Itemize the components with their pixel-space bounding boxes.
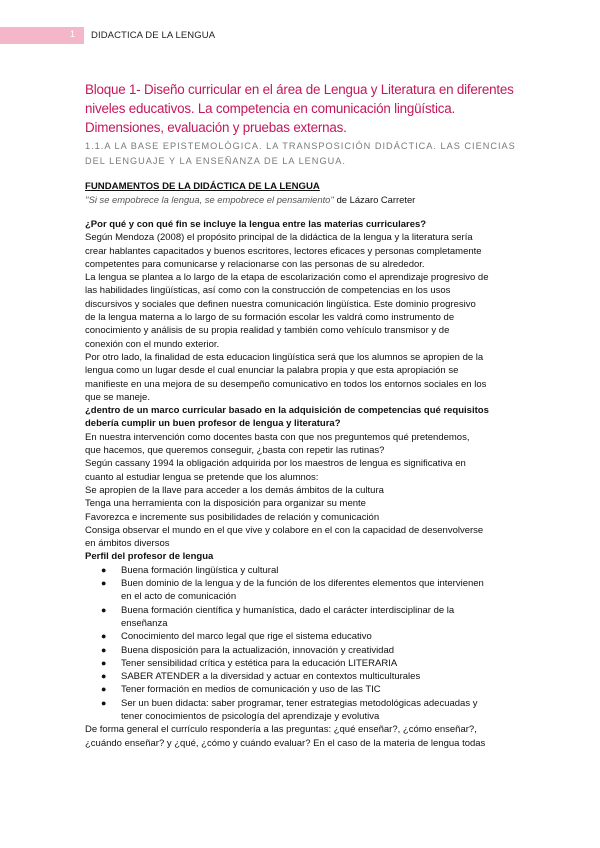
bullet-icon: ● [101, 604, 107, 615]
list-item [101, 630, 520, 643]
list-item-line: Buena formación lingüística y cultural [121, 564, 279, 576]
bullet-icon: ● [101, 644, 107, 655]
text-line: Favorezca e incremente sus posibilidades de relación y comunicación [85, 511, 380, 523]
paragraph [85, 351, 520, 404]
section-subtitle [85, 139, 520, 169]
list-item [101, 697, 520, 724]
subtitle-line: DEL LENGUAJE Y LA ENSEÑANZA DE LA LENGUA. [85, 156, 346, 166]
text-line: manifieste en una mejora de su desempeño comunicativo en todos los entornos sociales en los [85, 378, 487, 390]
question-heading [85, 404, 520, 431]
text-line: competentes para comunicarse y relacionarse con las personas de su alrededor. [85, 258, 425, 270]
text-line: Consiga observar el mundo en el que vive y colabore en el con la capacidad de desenvolverse [85, 524, 484, 536]
page-number: 1 [70, 29, 76, 39]
list-item-line: tener conocimientos de psicología del aprendizaje y evolutiva [121, 710, 380, 722]
block-title [85, 80, 520, 137]
text-line: lengua como un lugar desde el cual enunciar la palabra propia y que esta apropiación se [85, 365, 459, 377]
bullet-icon: ● [101, 578, 107, 589]
section-heading: FUNDAMENTOS DE LA DIDÁCTICA DE LA LENGUA [85, 181, 320, 192]
quote [85, 194, 520, 206]
bullet-icon: ● [101, 631, 107, 642]
text-line: cuanto al estudiar lengua se pretende que los alumnos: [85, 471, 319, 483]
text-line: Se apropien de la llave para acceder a los demás ámbitos de la cultura [85, 484, 384, 496]
paragraph [85, 271, 520, 351]
text-line: de la lengua materna a lo largo de su formación escolar les valdrá como instrumento de [85, 312, 455, 324]
text-line: conocimiento y análisis de su propia realidad y también como vehículo transmisor y de [85, 325, 450, 337]
page-header [0, 27, 600, 44]
text-line: conexión con el mundo exterior. [85, 338, 220, 350]
list-item [101, 604, 520, 631]
block-title-line: Bloque 1- Diseño curricular en el área de Lengua y Literatura en diferentes [85, 82, 514, 97]
text-line: discursivos y sociales que definen nuestra comunicación lingüística. Este dominio progresivo [85, 298, 476, 310]
bullet-icon: ● [101, 671, 107, 682]
list-item-line: Ser un buen didacta: saber programar, tener estrategias metodológicas adecuadas y [121, 697, 478, 709]
paragraph [85, 723, 520, 750]
block-title-line: Dimensiones, evaluación y pruebas externas. [85, 120, 347, 135]
block-title-line: niveles educativos. La competencia en comunicación lingüística. [85, 101, 455, 116]
list-item [101, 683, 520, 696]
list-item-line: Buena formación científica y humanística, dado el carácter interdisciplinar de la [121, 604, 455, 616]
header-title: DIDACTICA DE LA LENGUA [91, 30, 216, 41]
quote-text: ''Si se empobrece la lengua, se empobrece el pensamiento'' [85, 194, 334, 205]
header-accent-band [0, 27, 84, 44]
subtitle-line: 1.1.A LA BASE EPISTEMOLÓGICA. LA TRANSPOSICIÓN DIDÁCTICA. LAS CIENCIAS [85, 141, 516, 151]
profile-heading: Perfil del profesor de lengua [85, 551, 214, 563]
list-item [101, 670, 520, 683]
list-item-line: Tener formación en medios de comunicación y uso de las TIC [121, 684, 381, 696]
text-line: Según cassany 1994 la obligación adquirida por los maestros de lengua es significativa en [85, 458, 466, 470]
list-item-line: Conocimiento del marco legal que rige el sistema educativo [121, 631, 372, 643]
list-item [101, 657, 520, 670]
text-line: que se maneje. [85, 391, 150, 403]
paragraph [85, 431, 520, 551]
text-line: La lengua se plantea a lo largo de la etapa de escolarización como el aprendizaje progresivo de [85, 272, 489, 284]
text-line: debería cumplir un buen profesor de lengua y literatura? [85, 418, 341, 430]
list-item [101, 564, 520, 577]
list-item [101, 577, 520, 604]
quote-author: de Lázaro Carreter [333, 194, 416, 205]
text-line: ¿dentro de un marco curricular basado en la adquisición de competencias qué requisitos [85, 405, 489, 417]
text-line: De forma general el currículo respondería a las preguntas: ¿qué enseñar?, ¿cómo enseñar?, [85, 724, 477, 736]
list-item [101, 644, 520, 657]
bullet-icon: ● [101, 684, 107, 695]
list-item-line: en el acto de comunicación [121, 591, 237, 603]
bullet-icon: ● [101, 564, 107, 575]
text-line: ¿cuándo enseñar? y ¿qué, ¿cómo y cuándo evaluar? En el caso de la materia de lengua todas [85, 737, 486, 749]
bullet-icon: ● [101, 657, 107, 668]
list-item-line: Buena disposición para la actualización, innovación y creatividad [121, 644, 395, 656]
list-item-line: enseñanza [121, 617, 168, 629]
text-line: En nuestra intervención como docentes basta con que nos preguntemos qué pretendemos, [85, 431, 470, 443]
list-item-line: Buen dominio de la lengua y de la función de los diferentes elementos que intervienen [121, 578, 484, 590]
question-heading: ¿Por qué y con qué fin se incluye la lengua entre las materias curriculares? [85, 219, 427, 230]
text-line: crear hablantes capacitados y buenos escritores, lectores eficaces y personas completamente [85, 245, 482, 257]
list-item-line: Tener sensibilidad crítica y estética para la educación LITERARIA [121, 657, 398, 669]
text-line: Tenga una herramienta con la disposición para organizar su mente [85, 498, 366, 510]
teacher-profile-list [85, 564, 520, 724]
paragraph [85, 231, 520, 271]
text-line: en ámbitos diversos [85, 538, 170, 550]
text-line: las habilidades lingüísticas, así como con la construcción de competencias en los usos [85, 285, 451, 297]
list-item-line: SABER ATENDER a la diversidad y actuar en contextos multiculturales [121, 671, 421, 683]
text-line: Según Mendoza (2008) el propósito principal de la didáctica de la lengua y la literatura sería [85, 232, 473, 244]
document-body [85, 80, 520, 750]
text-line: Por otro lado, la finalidad de esta educacion lingüística será que los alumnos se apropien de la [85, 351, 484, 363]
text-line: que hacemos, que queremos conseguir, ¿basta con repetir las rutinas? [85, 445, 385, 457]
bullet-icon: ● [101, 697, 107, 708]
